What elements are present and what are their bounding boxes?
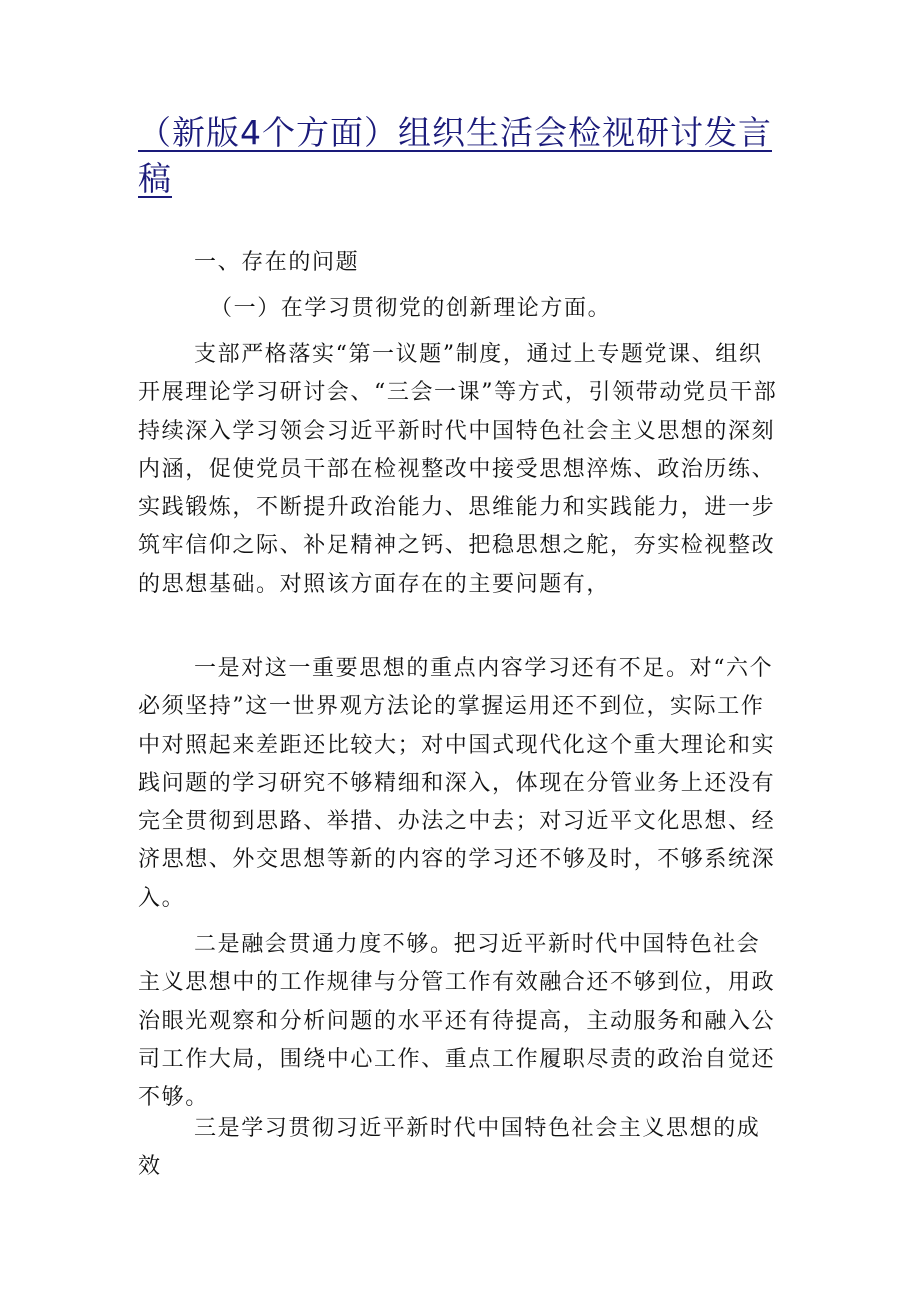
paragraph-1: 支部严格落实“第一议题”制度，通过上专题党课、组织开展理论学习研讨会、“三会一课”等方式，引领带动党员干部持续深入学习领会习近平新时代中国特色社会主义思想的深刻内涵，促使党员干部在检视整改中接受思想淬炼、政治历练、实践锻炼，不断提升政治能力、思维能力和实践能力，进一步筑牢信仰之际、补足精神之钙、把稳思想之舵，夯实检视整改的思想基础。对照该方面存在的主要问题有， — [138, 342, 778, 597]
paragraph-2: 一是对这一重要思想的重点内容学习还有不足。对“六个必须坚持”这一世界观方法论的掌握运用还不到位，实际工作中对照起来差距还比较大；对中国式现代化这个重大理论和实践问题的学习研究不够精细和深入，体现在分管业务上还没有完全贯彻到思路、举措、办法之中去；对习近平文化思想、经济思想、外交思想等新的内容的学习还不够及时，不够系统深入。 — [138, 656, 776, 911]
document-title: （新版4个方面）组织生活会检视研讨发言稿 — [138, 113, 772, 198]
subsection-heading: （一）在学习贯彻党的创新理论方面。 — [210, 296, 612, 321]
paragraph-3: 二是融会贯通力度不够。把习近平新时代中国特色社会主义思想中的工作规律与分管工作有效融合还不够到位，用政治眼光观察和分析问题的水平还有待提高，主动服务和融入公司工作大局，围绕中心工作、重点工作履职尽责的政治自觉还不够。 — [138, 932, 776, 1111]
section-heading: 一、存在的问题 — [194, 250, 360, 275]
paragraph-4: 三是学习贯彻习近平新时代中国特色社会主义思想的成效 — [138, 1116, 761, 1180]
